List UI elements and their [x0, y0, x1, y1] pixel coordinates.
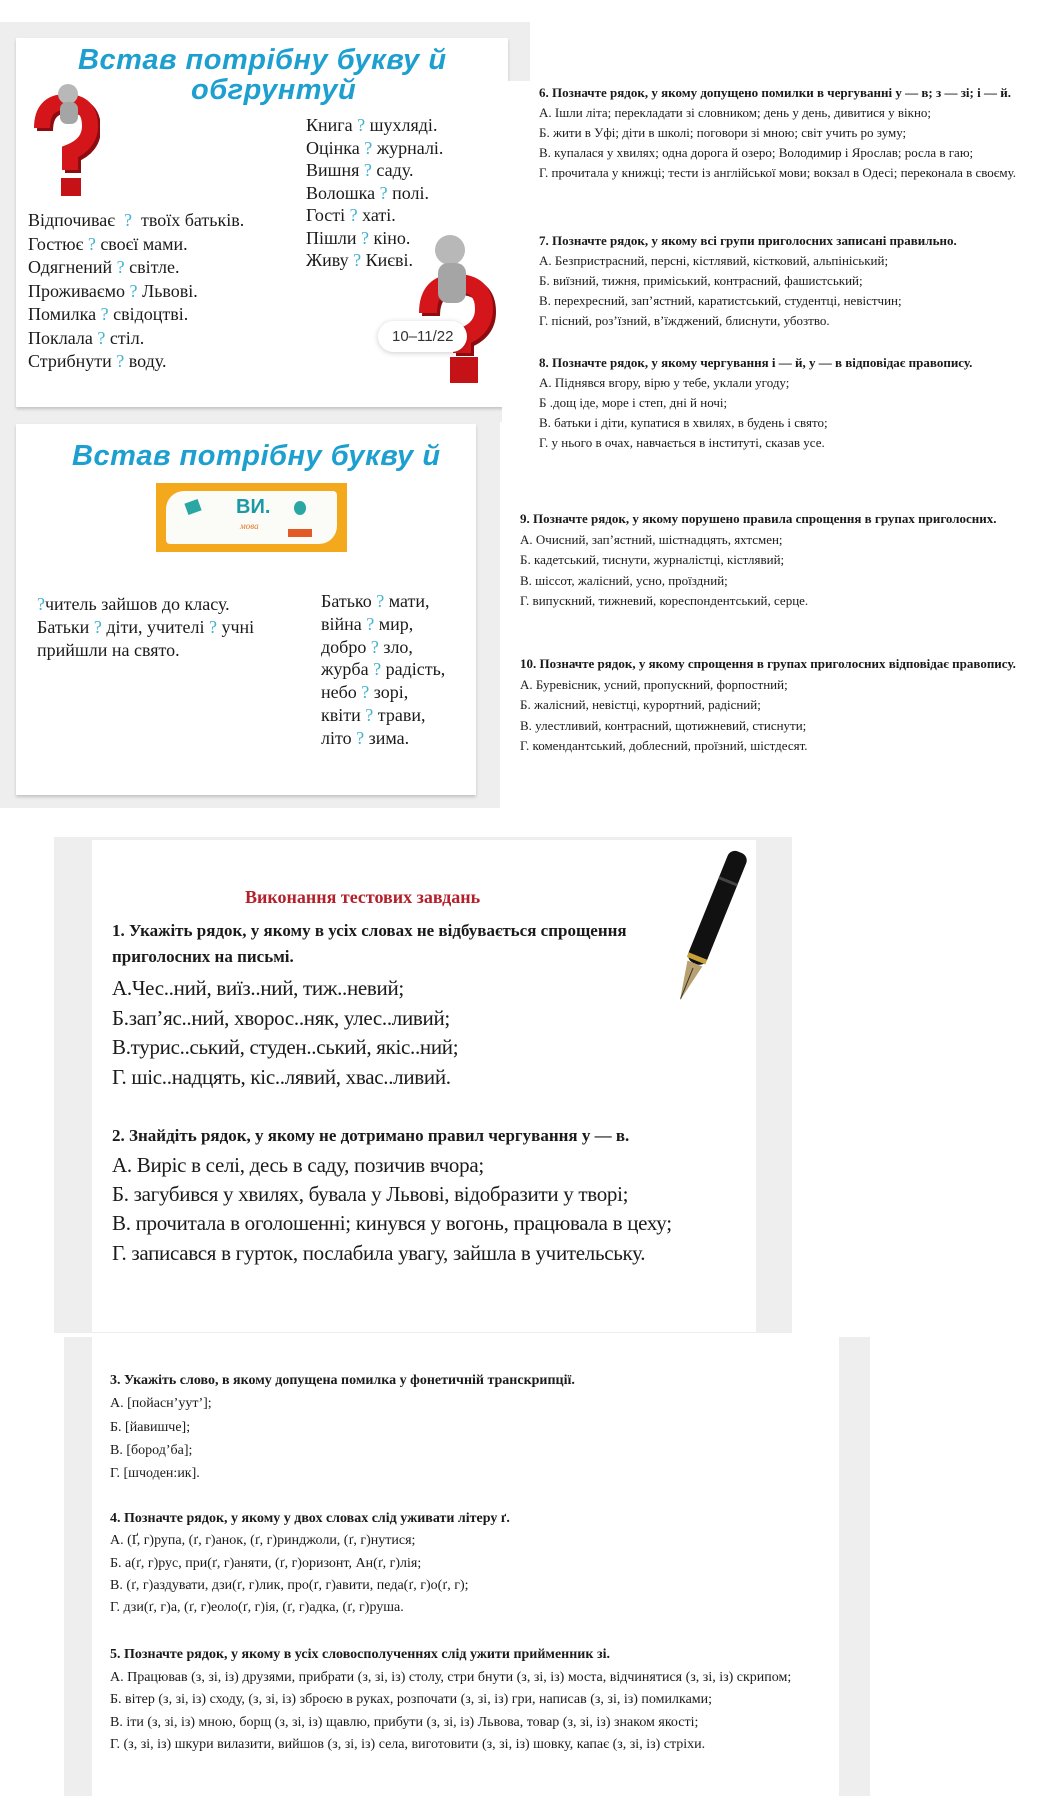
- answer-option: Г. [шчоден:ик].: [110, 1466, 200, 1482]
- text-segment: Батьки: [37, 617, 94, 637]
- question-10: [520, 654, 1025, 757]
- text-segment: Львові.: [137, 280, 198, 301]
- sentence-line: [28, 256, 244, 280]
- text-segment: квіти: [321, 704, 366, 725]
- question-heading: 3. Укажіть слово, в якому допущена помилка у фонетичній транскрипції.: [110, 1373, 575, 1388]
- text-segment: діти, учителі: [101, 617, 209, 637]
- text-segment: полі.: [387, 182, 429, 203]
- sentence-line: [306, 249, 443, 272]
- answer-option: Б. жалісний, невістці, курортний, радісний;: [520, 697, 761, 712]
- text-segment: небо: [321, 682, 362, 703]
- sentence-list: [37, 593, 254, 662]
- text-segment: зима.: [364, 727, 410, 748]
- blank-marker: ?: [365, 704, 374, 725]
- answer-option: Г. випускний, тижневий, кореспондентський, серце.: [520, 593, 809, 608]
- blank-marker: ?: [363, 160, 372, 180]
- answer-option: В. шіссот, жалісний, усно, проїздний;: [520, 572, 728, 588]
- text-segment: добро: [321, 636, 371, 657]
- answer-option: Г. (з, зі, із) шкури вилазити, вийшов (з, зі, із) села, виготовити (з, зі, із) шовку, капає (з, зі, із) стріхи.: [110, 1737, 706, 1753]
- page-badge[interactable]: 10–11/22: [378, 321, 467, 352]
- blank-marker: ?: [116, 257, 125, 277]
- slide-title-line2: обгрунтуй: [191, 74, 357, 106]
- sentence-line: [306, 204, 443, 227]
- sentence-line: [28, 209, 244, 233]
- text-segment: свідоцтві.: [108, 304, 189, 324]
- text-segment: журба: [321, 659, 374, 680]
- text-segment: кіно.: [368, 227, 411, 248]
- blank-marker: ?: [100, 304, 109, 324]
- question-heading: 1. Укажіть рядок, у якому в усіх словах не відбувається спрощення приголосних на письмі.: [112, 921, 627, 966]
- sentence-line: [28, 233, 244, 257]
- text-segment: Відпочиває: [28, 210, 124, 230]
- text-segment: твоїх батьків.: [132, 210, 245, 230]
- answer-option: А. Ішли літа; перекладати зі словником; день у день, дивитися у вікно;: [539, 105, 932, 120]
- sentence-line: [28, 303, 244, 327]
- question-9: [520, 509, 1000, 612]
- question-heading: 7. Позначте рядок, у якому всі групи приголосних записані правильно.: [539, 233, 957, 248]
- text-segment: Проживаємо: [28, 280, 130, 301]
- text-segment: зло,: [378, 636, 413, 657]
- answer-option: А. Виріс в селі, десь в саду, позичив вчора;: [112, 1153, 484, 1177]
- text-segment: саду.: [371, 160, 414, 180]
- question-4: [110, 1508, 830, 1619]
- answer-option: В. (ґ, г)аздувати, дзи(ґ, г)лик, про(ґ, г)авити, педа(ґ, г)о(ґ, г);: [110, 1577, 469, 1593]
- question-heading: 10. Позначте рядок, у якому спрощення в групах приголосних відповідає правопису.: [520, 656, 1016, 671]
- blank-marker: ?: [360, 227, 369, 248]
- answer-option: А. (Ґ, г)рупа, (ґ, г)анок, (ґ, г)ринджоли, (ґ, г)нутися;: [110, 1533, 416, 1549]
- test-sheet-9-10: [508, 473, 1048, 814]
- text-segment: своєї мами.: [95, 233, 188, 254]
- question-heading: 4. Позначте рядок, у якому у двох словах слід уживати літеру ґ.: [110, 1511, 510, 1526]
- blank-marker: ?: [124, 210, 132, 230]
- sentence-line: [306, 137, 443, 160]
- answer-option: А.Чес..ний, виїз..ний, тиж..невий;: [112, 976, 404, 1000]
- question-heading: 9. Позначте рядок, у якому порушено правила спрощення в групах приголосних.: [520, 511, 997, 526]
- answer-option: Б. а(ґ, г)рус, при(ґ, г)аняти, (ґ, г)оризонт, Ан(ґ, г)лія;: [110, 1555, 422, 1571]
- answer-option: Б. жити в Уфі; діти в школі; поговори зі мною; світ учить ро зуму;: [539, 125, 907, 140]
- text-segment: Одягнений: [28, 257, 117, 277]
- blank-marker: ?: [366, 613, 375, 634]
- sentence-line: [306, 159, 443, 182]
- word-pair-line: [321, 613, 445, 636]
- answer-option: А. Буревісник, усний, пропускний, форпостний;: [520, 676, 788, 692]
- vi-mova-logo: [156, 483, 347, 552]
- question-heading: 2. Знайдіть рядок, у якому не дотримано правил чергування у — в.: [112, 1126, 630, 1145]
- question-2: [112, 1123, 752, 1268]
- answer-option: Г. прочитала у книжці; тести із англійської мови; вокзал в Одесі; переконала в своєму.: [539, 165, 1017, 180]
- word-pair-line: [321, 636, 445, 659]
- answer-option: Г. дзи(ґ, г)а, (ґ, г)еоло(ґ, г)ія, (ґ, г)адка, (ґ, г)руша.: [110, 1600, 404, 1616]
- blank-marker: ?: [129, 280, 138, 301]
- answer-option: В. іти (з, зі, із) мною, борщ (з, зі, із) щавлю, прибути (з, зі, із) Львова, товар (з, зі, із) знаком якості;: [110, 1714, 699, 1730]
- answer-option: В. прочитала в оголошенні; кинувся у вогонь, працювала в цеху;: [112, 1211, 672, 1236]
- text-segment: хаті.: [357, 205, 396, 225]
- slide-title: Встав потрібну букву й: [72, 440, 441, 472]
- test-tasks-slide: [92, 840, 756, 1332]
- answer-option: Б. загубився у хвилях, бувала у Львові, відобразити у творі;: [112, 1182, 629, 1207]
- test-sheet-6-8: [502, 81, 1048, 473]
- text-segment: воду.: [124, 351, 167, 371]
- slide-insert-letter-2: [16, 424, 476, 795]
- question-heading: 8. Позначте рядок, у якому чергування і — й, у — в відповідає правопису.: [539, 355, 973, 370]
- text-segment: Волошка: [306, 182, 380, 203]
- sentence-line: [306, 182, 443, 205]
- sentence-line: [37, 639, 254, 662]
- answer-option: В.турис..ський, студен..ський, якіс..ний;: [112, 1035, 459, 1059]
- question-7: [539, 231, 1044, 331]
- slide-title: Встав потрібну букву й: [78, 44, 447, 76]
- logo-subtext: мова: [240, 521, 259, 531]
- word-pair-line: [321, 727, 445, 750]
- blank-marker: ?: [370, 636, 379, 657]
- word-list-right: [306, 114, 443, 272]
- answer-option: Г. пісний, роз’їзний, в’їжджений, блиснути, убозтво.: [539, 313, 830, 328]
- blank-marker: ?: [116, 351, 125, 371]
- text-segment: війна: [321, 613, 367, 634]
- blank-marker: ?: [209, 617, 217, 637]
- answer-option: Г. шіс..надцять, кіс..лявий, хвас..ливий.: [112, 1064, 451, 1089]
- question-3: [110, 1369, 830, 1485]
- word-pair-line: [321, 658, 445, 681]
- word-pair-list: [321, 590, 445, 750]
- text-segment: Гостює: [28, 233, 88, 254]
- sentence-line: [37, 616, 254, 639]
- blank-marker: ?: [353, 250, 362, 270]
- answer-option: Б. [йавишче];: [110, 1419, 191, 1435]
- text-segment: стіл.: [105, 327, 145, 348]
- answer-option: А. Працював (з, зі, із) друзями, прибрати (з, зі, із) столу, стри бнути (з, зі, із) моста, відчинятися (з, зі, із) скрипом;: [110, 1669, 792, 1685]
- answer-option: А. Безпристрасний, персні, кістлявий, кістковий, альпініський;: [539, 253, 889, 268]
- answer-option: А. Очисний, зап’ястний, шістнадцять, яхтсмен;: [520, 531, 783, 547]
- blank-marker: ?: [379, 182, 388, 203]
- question-heading: 5. Позначте рядок, у якому в усіх словосполученнях слід ужити прийменник зі.: [110, 1647, 610, 1662]
- blank-marker: ?: [93, 617, 102, 637]
- word-pair-line: [321, 681, 445, 704]
- question-heading: 6. Позначте рядок, у якому допущено помилки в чергуванні у — в; з — зі; і — й.: [539, 85, 1011, 100]
- text-segment: Гості: [306, 205, 350, 225]
- text-segment: літо: [321, 727, 357, 748]
- word-pair-line: [321, 590, 445, 613]
- answer-option: А. Піднявся вгору, вірю у тебе, уклали угоду;: [539, 375, 790, 390]
- answer-option: Б. вітер (з, зі, із) сходу, (з, зі, із) зброєю в руках, розпочати (з, зі, із) гри, написав (з, зі, із) помилками;: [110, 1692, 713, 1708]
- text-segment: трави,: [373, 704, 426, 725]
- text-segment: мати,: [384, 591, 430, 611]
- text-segment: радість,: [381, 659, 446, 680]
- text-segment: учні: [217, 617, 255, 637]
- sentence-line: [28, 280, 244, 304]
- logo-text: ВИ.: [236, 496, 271, 518]
- answer-option: Б .дощ іде, море і степ, дні й ночі;: [539, 395, 728, 410]
- blank-marker: ?: [356, 727, 365, 748]
- answer-option: В. [бород’ба];: [110, 1442, 193, 1458]
- answer-option: Г. у нього в очах, навчається в інституті, сказав усе.: [539, 435, 825, 450]
- blank-marker: ?: [376, 591, 385, 611]
- blank-marker: ?: [364, 137, 373, 158]
- answer-option: Б.зап’яс..ний, хворос..няк, улес..ливий;: [112, 1005, 450, 1030]
- text-segment: Вишня: [306, 160, 364, 180]
- answer-option: Б. виїзний, тижня, приміський, контрасний, фашистський;: [539, 273, 863, 288]
- blank-marker: ?: [373, 659, 382, 680]
- answer-option: В. улестливий, контрасний, щотижневий, стиснути;: [520, 717, 807, 733]
- answer-option: В. перехресний, зап’ястний, каратистський, студентці, невістчин;: [539, 293, 902, 308]
- blank-marker: ?: [349, 205, 358, 225]
- sentence-line: [28, 327, 244, 351]
- text-segment: журналі.: [372, 137, 444, 158]
- answer-option: Г. записався в гурток, послабила увагу, зайшла в учительську.: [112, 1240, 646, 1265]
- fountain-pen-icon: [658, 846, 758, 1016]
- blank-marker: ?: [361, 682, 370, 703]
- sentence-line: [306, 227, 443, 250]
- text-segment: зорі,: [369, 682, 409, 703]
- slide-insert-letter-1: [16, 38, 508, 407]
- text-segment: читель зайшов до класу.: [45, 594, 230, 614]
- answer-option: Г. комендантський, доблесний, проїзний, шістдесят.: [520, 738, 808, 753]
- text-segment: Живу: [306, 250, 354, 270]
- word-list-left: [28, 209, 244, 374]
- question-5: [110, 1644, 825, 1757]
- text-segment: шухляді.: [365, 115, 438, 135]
- answer-option: В. батьки і діти, купатися в хвилях, в будень і свято;: [539, 415, 828, 430]
- text-segment: Києві.: [361, 250, 414, 270]
- text-segment: Пішли: [306, 227, 361, 248]
- text-segment: Стрибнути: [28, 351, 117, 371]
- text-segment: мир,: [374, 613, 414, 634]
- blank-marker: ?: [357, 115, 366, 135]
- sentence-line: [37, 593, 254, 616]
- text-segment: прийшли на свято.: [37, 640, 180, 660]
- sentence-line: [28, 350, 244, 374]
- test-sheet-3-5: [92, 1337, 839, 1796]
- blank-marker: ?: [87, 233, 96, 254]
- word-pair-line: [321, 704, 445, 727]
- answer-option: Б. кадетський, тиснути, журналістці, кістлявий;: [520, 552, 785, 567]
- blank-marker: ?: [97, 327, 106, 348]
- question-1: [112, 918, 672, 1092]
- text-segment: Оцінка: [306, 137, 365, 158]
- text-segment: Помилка: [28, 304, 101, 324]
- question-8: [539, 353, 1044, 453]
- answer-option: А. [пойасн’уут’];: [110, 1396, 212, 1412]
- question-6: [539, 83, 1044, 183]
- blank-marker: ?: [37, 594, 45, 614]
- sentence-line: [306, 114, 443, 137]
- thinking-figure-icon: [28, 84, 100, 202]
- answer-option: В. купалася у хвилях; одна дорога й озеро; Володимир і Ярослав; росла в гаю;: [539, 145, 974, 160]
- text-segment: світле.: [124, 257, 180, 277]
- text-segment: Поклала: [28, 327, 98, 348]
- text-segment: Батько: [321, 591, 377, 611]
- slide-title: Виконання тестових завдань: [245, 887, 481, 907]
- text-segment: Книга: [306, 115, 358, 135]
